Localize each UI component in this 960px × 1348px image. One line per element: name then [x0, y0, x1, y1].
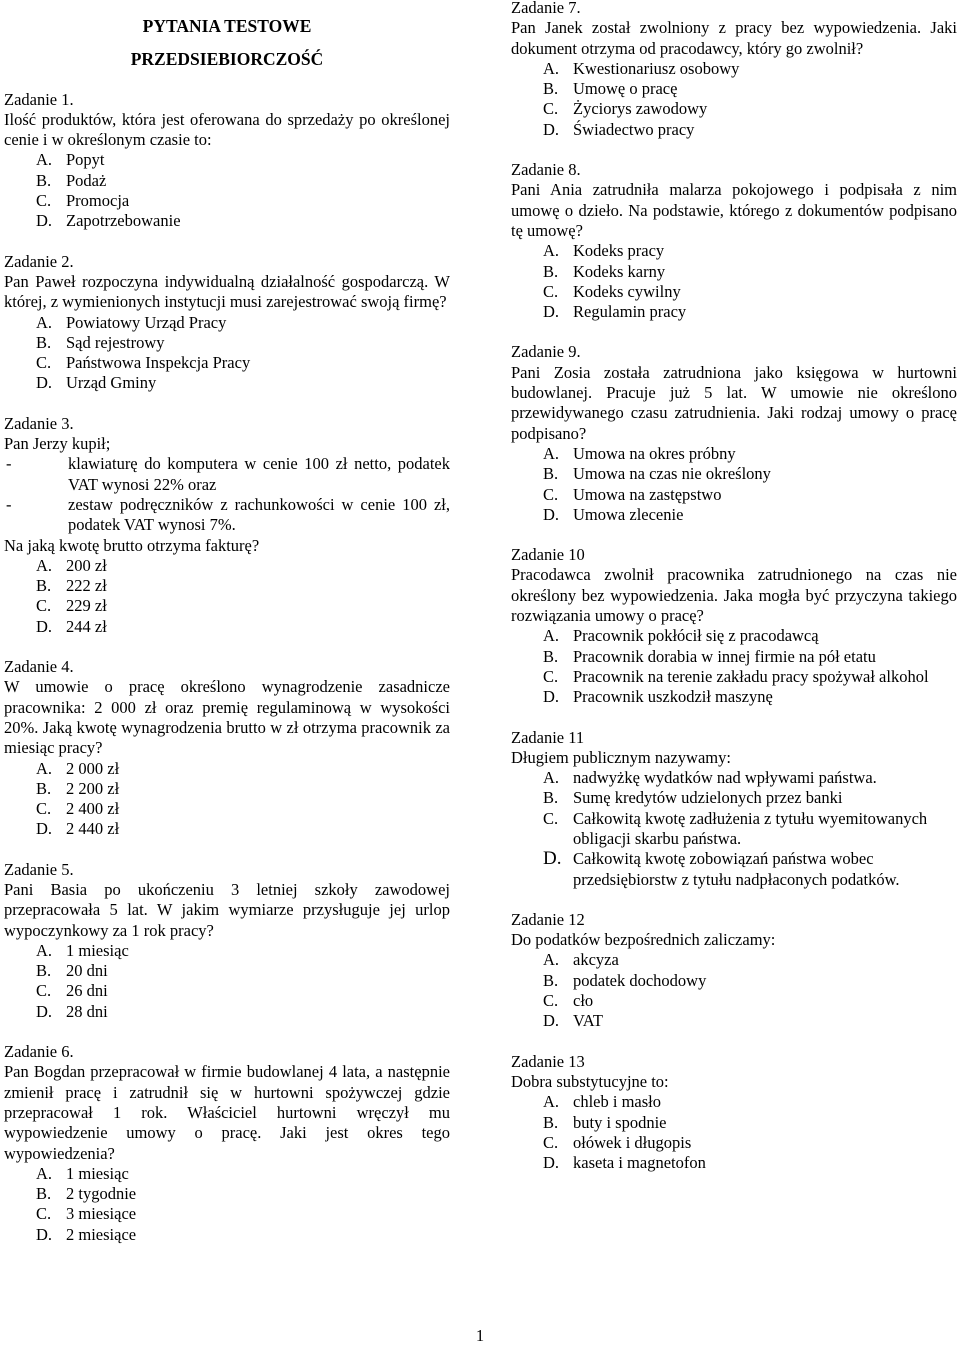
question-text: Do podatków bezpośrednich zaliczamy:: [511, 930, 776, 950]
question-text: Pani Ania zatrudniła malarza pokojowego i podpisała z nim umowę o dzieło. Na podstawie, którego z dokumentów podpisano tę umowę?: [511, 180, 957, 240]
option-text: Umowę o pracę: [573, 79, 678, 99]
answer-option: [4, 1225, 450, 1245]
question-13: [511, 1052, 957, 1174]
answer-option: [511, 687, 957, 707]
option-letter: B.: [36, 961, 52, 981]
question-text: Pracodawca zwolnił pracownika zatrudnionego na czas nie określony bez wypowiedzenia. Jaka mogła być przyczyna takiego rozwiązania umowy o pracę?: [511, 565, 957, 626]
option-text: Sąd rejestrowy: [66, 332, 165, 352]
bullet-item: [4, 495, 450, 536]
question-text: Dobra substytucyjne to:: [511, 1071, 669, 1091]
option-text: Pracownik na terenie zakładu pracy spożywał alkohol: [573, 666, 929, 686]
answer-option: [511, 991, 957, 1011]
option-text: Promocja: [66, 191, 130, 211]
option-text: Popyt: [66, 150, 105, 170]
page-title: PYTANIA TESTOWE: [142, 16, 312, 36]
question-heading: Zadanie 3.: [4, 413, 74, 433]
answer-options: [4, 759, 450, 840]
option-letter: D.: [543, 848, 562, 870]
option-letter: C.: [543, 666, 559, 686]
option-text: 28 dni: [66, 1001, 108, 1021]
question-text: Pan Paweł rozpoczyna indywidualną działalność gospodarczą. W której, z wymienionych instytucji musi zarejestrować swoją firmę?: [4, 271, 450, 312]
question-1: [4, 90, 450, 232]
question-heading: Zadanie 6.: [4, 1042, 74, 1062]
page-number: 1: [475, 1326, 485, 1345]
question-7: [511, 0, 957, 140]
question-text: Pan Jerzy kupił;: [4, 434, 111, 454]
option-text: kaseta i magnetofon: [573, 1153, 706, 1173]
option-text: Powiatowy Urząd Pracy: [66, 312, 227, 332]
option-letter: B.: [543, 788, 559, 808]
option-text: Pracownik pokłócił się z pracodawcą: [573, 626, 819, 646]
answer-option: [511, 505, 957, 525]
option-text: 229 zł: [66, 596, 107, 616]
question-6: [4, 1042, 450, 1245]
option-letter: A.: [543, 443, 560, 463]
option-text: 1 miesiąc: [66, 940, 129, 960]
option-letter: B.: [36, 576, 52, 596]
answer-option: [511, 788, 957, 808]
option-text: 26 dni: [66, 981, 108, 1001]
answer-option: [4, 373, 450, 393]
question-heading: Zadanie 8.: [511, 160, 581, 180]
option-text: 3 miesiące: [66, 1204, 137, 1224]
answer-option: [4, 596, 450, 616]
answer-option: [4, 1204, 450, 1224]
answer-option: [4, 1184, 450, 1204]
option-letter: D.: [36, 616, 53, 636]
option-letter: C.: [543, 484, 559, 504]
option-letter: D.: [543, 687, 560, 707]
question-heading: Zadanie 7.: [511, 0, 581, 17]
right-column: [511, 0, 957, 1193]
option-letter: C.: [543, 991, 559, 1011]
option-text: 2 400 zł: [66, 799, 120, 819]
question-text: W umowie o pracę określono wynagrodzenie zasadnicze pracownika: 2 000 zł oraz premię regulaminową w wysokości 20%. Jaką kwotę wynagrodzenia brutto w zł otrzyma pracownik za miesiąc pracy?: [4, 677, 450, 758]
answer-option: [4, 799, 450, 819]
answer-option: [4, 981, 450, 1001]
option-text: Umowa zlecenie: [573, 504, 684, 524]
option-letter: A.: [543, 1092, 560, 1112]
option-letter: C.: [36, 353, 52, 373]
option-text: Urząd Gminy: [66, 373, 157, 393]
answer-option: [4, 150, 450, 170]
option-letter: A.: [543, 768, 560, 788]
question-10: [511, 545, 957, 707]
answer-options: [511, 1092, 957, 1173]
answer-option: [511, 1153, 957, 1173]
option-text: Podaż: [66, 170, 107, 190]
answer-option: [511, 485, 957, 505]
answer-options: [4, 313, 450, 394]
answer-options: [511, 241, 957, 322]
answer-option: [511, 1092, 957, 1112]
bullet-dash: -: [6, 454, 12, 474]
answer-options: [511, 626, 957, 707]
option-letter: A.: [36, 758, 53, 778]
answer-option: [4, 617, 450, 637]
answer-option: [511, 120, 957, 140]
answer-option: [4, 353, 450, 373]
question-11: [511, 728, 957, 890]
option-letter: D.: [543, 1153, 560, 1173]
option-letter: B.: [543, 464, 559, 484]
question-9: [511, 342, 957, 525]
answer-option: [4, 941, 450, 961]
answer-option: [511, 464, 957, 484]
answer-option: [511, 626, 957, 646]
answer-options: [4, 941, 450, 1022]
answer-options: [511, 768, 957, 890]
option-letter: A.: [36, 1163, 53, 1183]
question-heading: Zadanie 2.: [4, 251, 74, 271]
option-letter: D.: [36, 1224, 53, 1244]
question-2: [4, 252, 450, 394]
answer-option: [511, 99, 957, 119]
option-letter: B.: [36, 778, 52, 798]
option-letter: C.: [36, 981, 52, 1001]
option-text: nadwyżkę wydatków nad wpływami państwa.: [573, 768, 877, 788]
answer-option: [4, 819, 450, 839]
question-4: [4, 657, 450, 840]
option-letter: B.: [543, 1112, 559, 1132]
option-letter: A.: [36, 150, 53, 170]
answer-options: [4, 1164, 450, 1245]
option-letter: C.: [543, 281, 559, 301]
option-letter: A.: [543, 950, 560, 970]
answer-option: [511, 241, 957, 261]
question-text: Pani Basia po ukończeniu 3 letniej szkoły zawodowej przepracowała 5 lat. W jakim wymiarze przysługuje jej urlop wypoczynkowy za 1 rok pracy?: [4, 879, 450, 940]
answer-option: [4, 1164, 450, 1184]
option-text: 2 tygodnie: [66, 1184, 137, 1204]
option-letter: B.: [36, 1184, 52, 1204]
option-text: Regulamin pracy: [573, 302, 687, 322]
option-letter: D.: [36, 211, 53, 231]
option-text: cło: [573, 991, 594, 1011]
bullet-text: klawiaturę do komputera w cenie 100 zł netto, podatek VAT wynosi 22% oraz: [68, 454, 450, 494]
answer-options: [4, 556, 450, 637]
option-text: Kodeks karny: [573, 261, 666, 281]
option-letter: D.: [543, 302, 560, 322]
answer-option: [511, 1011, 957, 1031]
option-letter: B.: [543, 646, 559, 666]
answer-option: [511, 809, 957, 850]
question-heading: Zadanie 1.: [4, 89, 74, 109]
option-text: Państwowa Inspekcja Pracy: [66, 353, 251, 373]
answer-option: [511, 282, 957, 302]
answer-option: [511, 302, 957, 322]
answer-options: [511, 950, 957, 1031]
question-heading: Zadanie 13: [511, 1051, 585, 1071]
answer-option: [511, 971, 957, 991]
question-heading: Zadanie 10: [511, 545, 585, 565]
option-letter: D.: [543, 119, 560, 139]
option-text: 20 dni: [66, 961, 108, 981]
option-letter: B.: [543, 970, 559, 990]
answer-options: [511, 444, 957, 525]
option-text: 2 000 zł: [66, 758, 120, 778]
option-letter: A.: [36, 555, 53, 575]
answer-option: [4, 171, 450, 191]
option-text: 2 miesiące: [66, 1224, 137, 1244]
option-letter: A.: [36, 312, 53, 332]
option-letter: A.: [36, 940, 53, 960]
option-text: Pracownik uszkodził maszynę: [573, 687, 773, 707]
answer-options: [511, 59, 957, 140]
question-heading: Zadanie 12: [511, 909, 585, 929]
option-text: Kodeks cywilny: [573, 281, 681, 301]
question-5: [4, 860, 450, 1022]
answer-option: [4, 961, 450, 981]
option-text: Świadectwo pracy: [573, 119, 695, 139]
answer-option: [4, 191, 450, 211]
option-letter: B.: [36, 170, 52, 190]
answer-option: [511, 667, 957, 687]
left-column: [4, 0, 450, 1265]
option-text: Kwestionariusz osobowy: [573, 58, 740, 78]
option-text: Zapotrzebowanie: [66, 211, 181, 231]
option-text: akcyza: [573, 950, 619, 970]
option-text: Kodeks pracy: [573, 241, 665, 261]
option-text: 200 zł: [66, 555, 107, 575]
question-heading: Zadanie 9.: [511, 342, 581, 362]
question-3: [4, 414, 450, 637]
answer-option: [511, 1113, 957, 1133]
question-heading: Zadanie 11: [511, 727, 585, 747]
option-letter: B.: [543, 261, 559, 281]
answer-option: [511, 444, 957, 464]
answer-option: [4, 759, 450, 779]
question-12: [511, 910, 957, 1032]
option-letter: C.: [36, 799, 52, 819]
option-text: buty i spodnie: [573, 1112, 667, 1132]
option-letter: C.: [543, 808, 559, 828]
answer-option: [511, 768, 957, 788]
option-letter: A.: [543, 626, 560, 646]
option-letter: C.: [36, 191, 52, 211]
option-letter: D.: [543, 1011, 560, 1031]
option-text: Umowa na okres próbny: [573, 443, 736, 463]
question-text: Ilość produktów, która jest oferowana do sprzedaży po określonej cenie i w określonym czasie to:: [4, 109, 450, 150]
answer-option: [4, 211, 450, 231]
page-subtitle: PRZEDSIEBIORCZOŚĆ: [130, 49, 324, 70]
option-text: podatek dochodowy: [573, 970, 707, 990]
question-8: [511, 160, 957, 322]
option-text: chleb i masło: [573, 1092, 661, 1112]
option-text: 222 zł: [66, 576, 107, 596]
option-text: Całkowitą kwotę zadłużenia z tytułu wyemitowanych obligacji skarbu państwa.: [573, 808, 928, 848]
option-letter: D.: [543, 504, 560, 524]
answer-option: [4, 313, 450, 333]
option-letter: D.: [36, 1001, 53, 1021]
option-letter: A.: [543, 241, 560, 261]
answer-option: [4, 556, 450, 576]
answer-option: [511, 647, 957, 667]
answer-option: [4, 1002, 450, 1022]
question-text: Pani Zosia została zatrudniona jako księgowa w hurtowni budowlanej. Pracuje już 5 lat. W umowie nie określono przewidywanego czasu zatrudnienia. Jaki rodzaj umowy o pracę podpisano?: [511, 362, 957, 443]
question-text: Pan Janek został zwolniony z pracy bez wypowiedzenia. Jaki dokument otrzyma od pracodawcy, który go zwolnił?: [511, 18, 957, 58]
question-text: Długiem publicznym nazywamy:: [511, 747, 731, 767]
answer-option: [511, 1133, 957, 1153]
option-text: 2 440 zł: [66, 819, 120, 839]
option-letter: B.: [543, 79, 559, 99]
option-text: Umowa na czas nie określony: [573, 464, 771, 484]
option-text: ołówek i długopis: [573, 1132, 692, 1152]
answer-option: [4, 333, 450, 353]
option-text: Życiorys zawodowy: [573, 99, 708, 119]
question-heading: Zadanie 5.: [4, 859, 74, 879]
bullet-text: zestaw podręczników z rachunkowości w cenie 100 zł, podatek VAT wynosi 7%.: [68, 494, 450, 535]
answer-option: [511, 79, 957, 99]
bullet-dash: -: [6, 494, 12, 514]
answer-options: [4, 150, 450, 231]
option-letter: C.: [543, 99, 559, 119]
option-letter: A.: [543, 58, 560, 78]
question-text: Pan Bogdan przepracował w firmie budowlanej 4 lata, a następnie zmienił pracę i zatrudnił się w hurtowni spożywczej gdzie przepracował 1 rok. Właściciel hurtowni wręczył mu wypowiedzenie umowy o pracę. Jaki jest okres tego wypowiedzenia?: [4, 1062, 450, 1163]
option-text: Umowa na zastępstwo: [573, 484, 722, 504]
option-letter: C.: [36, 1204, 52, 1224]
option-text: Całkowitą kwotę zobowiązań państwa wobec przedsiębiorstw z tytułu nadpłaconych podatków.: [573, 849, 900, 889]
answer-option: [511, 59, 957, 79]
bullet-item: [4, 454, 450, 495]
option-text: 244 zł: [66, 616, 107, 636]
option-text: 1 miesiąc: [66, 1163, 129, 1183]
question-heading: Zadanie 4.: [4, 657, 74, 677]
option-letter: D.: [36, 373, 53, 393]
option-letter: B.: [36, 332, 52, 352]
option-text: 2 200 zł: [66, 778, 120, 798]
answer-option: [511, 849, 957, 890]
option-letter: C.: [543, 1132, 559, 1152]
option-letter: C.: [36, 596, 52, 616]
question-subtext: Na jaką kwotę brutto otrzyma fakturę?: [4, 535, 260, 555]
answer-option: [4, 779, 450, 799]
answer-option: [4, 576, 450, 596]
option-text: Pracownik dorabia w innej firmie na pół etatu: [573, 646, 876, 666]
answer-option: [511, 262, 957, 282]
option-text: Sumę kredytów udzielonych przez banki: [573, 788, 843, 808]
option-letter: D.: [36, 819, 53, 839]
option-text: VAT: [573, 1011, 603, 1031]
answer-option: [511, 950, 957, 970]
